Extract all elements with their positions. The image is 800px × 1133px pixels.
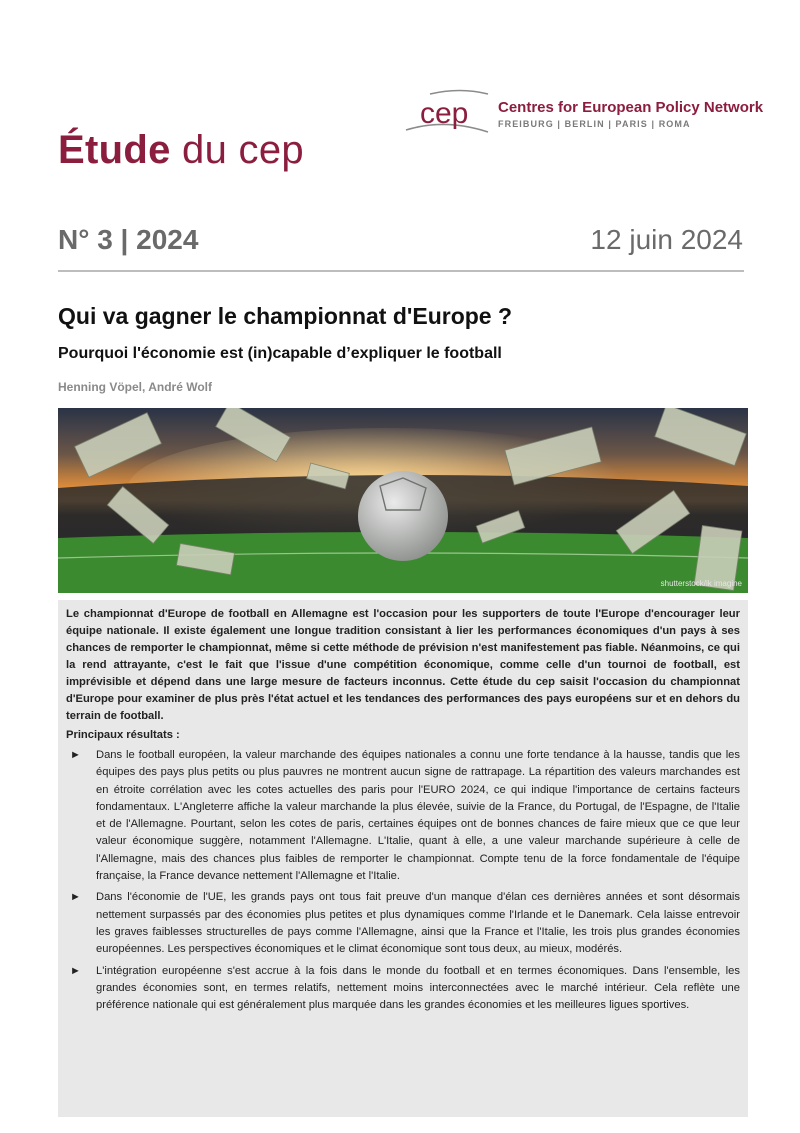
cep-logo (400, 86, 764, 136)
list-item (66, 747, 740, 885)
list-item-text: Dans le football européen, la valeur marchande des équipes nationales a connu une forte tendance à la hausse, tandis que les équipes des pays plus petits ou plus pauvres ne montrent aucun signe de rattrapage. La répartition des valeurs marchandes est en étroite corrélation avec les cotes actuelles des paris pour l'EURO 2024, ce qui indique l'importance de certains facteurs fondamentaux. L'Angleterre affiche la valeur marchande la plus élevée, suivie de la France, du Portugal, de l'Espagne, de l'Italie et de l'Allemagne. Pourtant, selon les cotes de paris, certaines équipes ont de bonnes chances de faire mieux que ce que leur valeur économique suggère, notamment l'Allemagne. L'Italie, quant à elle, a une valeur marchande supérieure à celle de l'Allemagne, mais des chances plus faibles de remporter le championnat. Compte tenu de la force fondamentale de l'équipe française, la France devance nettement l'Allemagne et l'Italie. (96, 749, 740, 883)
header-divider (58, 270, 744, 272)
list-item-text: Dans l'économie de l'UE, les grands pays ont tous fait preuve d'un manque d'élan ces dernières années et sont désormais nettement surpassés par des économies plus petites et plus dynamiques comme l'Irlande et le Danemark. Cela laisse entrevoir les graves faiblesses structurelles de pays comme l'Allemagne, ainsi que la France et l'Italie, les trois plus grandes économies européennes. Les perspectives économiques et le climat économique sont tous deux, au mieux, modérés. (96, 891, 740, 956)
document-series-title (58, 128, 304, 173)
publication-date: 12 juin 2024 (590, 224, 743, 255)
bullet-arrow-icon: ► (70, 749, 81, 761)
issue-number: N° 3 | 2024 (58, 224, 199, 255)
stadium-illustration (58, 408, 748, 593)
article-headline: Qui va gagner le championnat d'Europe ? (58, 303, 513, 329)
bullet-arrow-icon: ► (70, 891, 81, 904)
title-rest: du cep (170, 128, 304, 172)
hero-image (58, 408, 748, 593)
bullet-arrow-icon: ► (70, 964, 81, 977)
abstract-box (58, 600, 748, 1117)
logo-cities: FREIBURG | BERLIN | PARIS | ROMA (498, 119, 691, 129)
results-list (66, 747, 740, 1014)
list-item-text: L'intégration européenne s'est accrue à la fois dans le monde du football et en termes économiques. Dans l'ensemble, les grandes économies sont, en termes relatifs, nettement moins interconnectées avec le marché intérieur. Cela reflète une préférence nationale qui est généralement plus marquée dans les grandes économies et les meilleures ligues sportives. (96, 964, 740, 1012)
article-subtitle: Pourquoi l'économie est (in)capable d’expliquer le football (58, 345, 502, 362)
abstract-text: Le championnat d'Europe de football en Allemagne est l'occasion pour les supporters de toute l'Europe d'encourager leur équipe nationale. Il existe également une longue tradition consistant à lier les performances économiques d'un pays à ses chances de remporter le championnat, même si cette méthode de prévision n'est manifestement pas fiable. Néanmoins, ce qui la rend attrayante, c'est le fait que l'issue d'une compétition économique, comme celle d'un tournoi de football, est imprévisible et dépend dans une large mesure de facteurs inconnus. Cette étude du cep saisit l'occasion du championnat d'Europe pour examiner de plus près l'état actuel et les tendances des performances des pays européens sur et en dehors du terrain de football. (66, 608, 740, 722)
title-bold: Étude (58, 128, 171, 172)
list-item (66, 889, 740, 958)
logo-name: Centres for European Policy Network (498, 99, 764, 116)
logo-mark-text: cep (420, 97, 469, 130)
list-item (66, 963, 740, 1015)
results-heading: Principaux résultats : (66, 729, 180, 741)
article-authors: Henning Vöpel, André Wolf (58, 380, 212, 394)
image-credit: shutterstock/ik imagine (660, 579, 742, 588)
cep-logo-mark (400, 86, 495, 136)
